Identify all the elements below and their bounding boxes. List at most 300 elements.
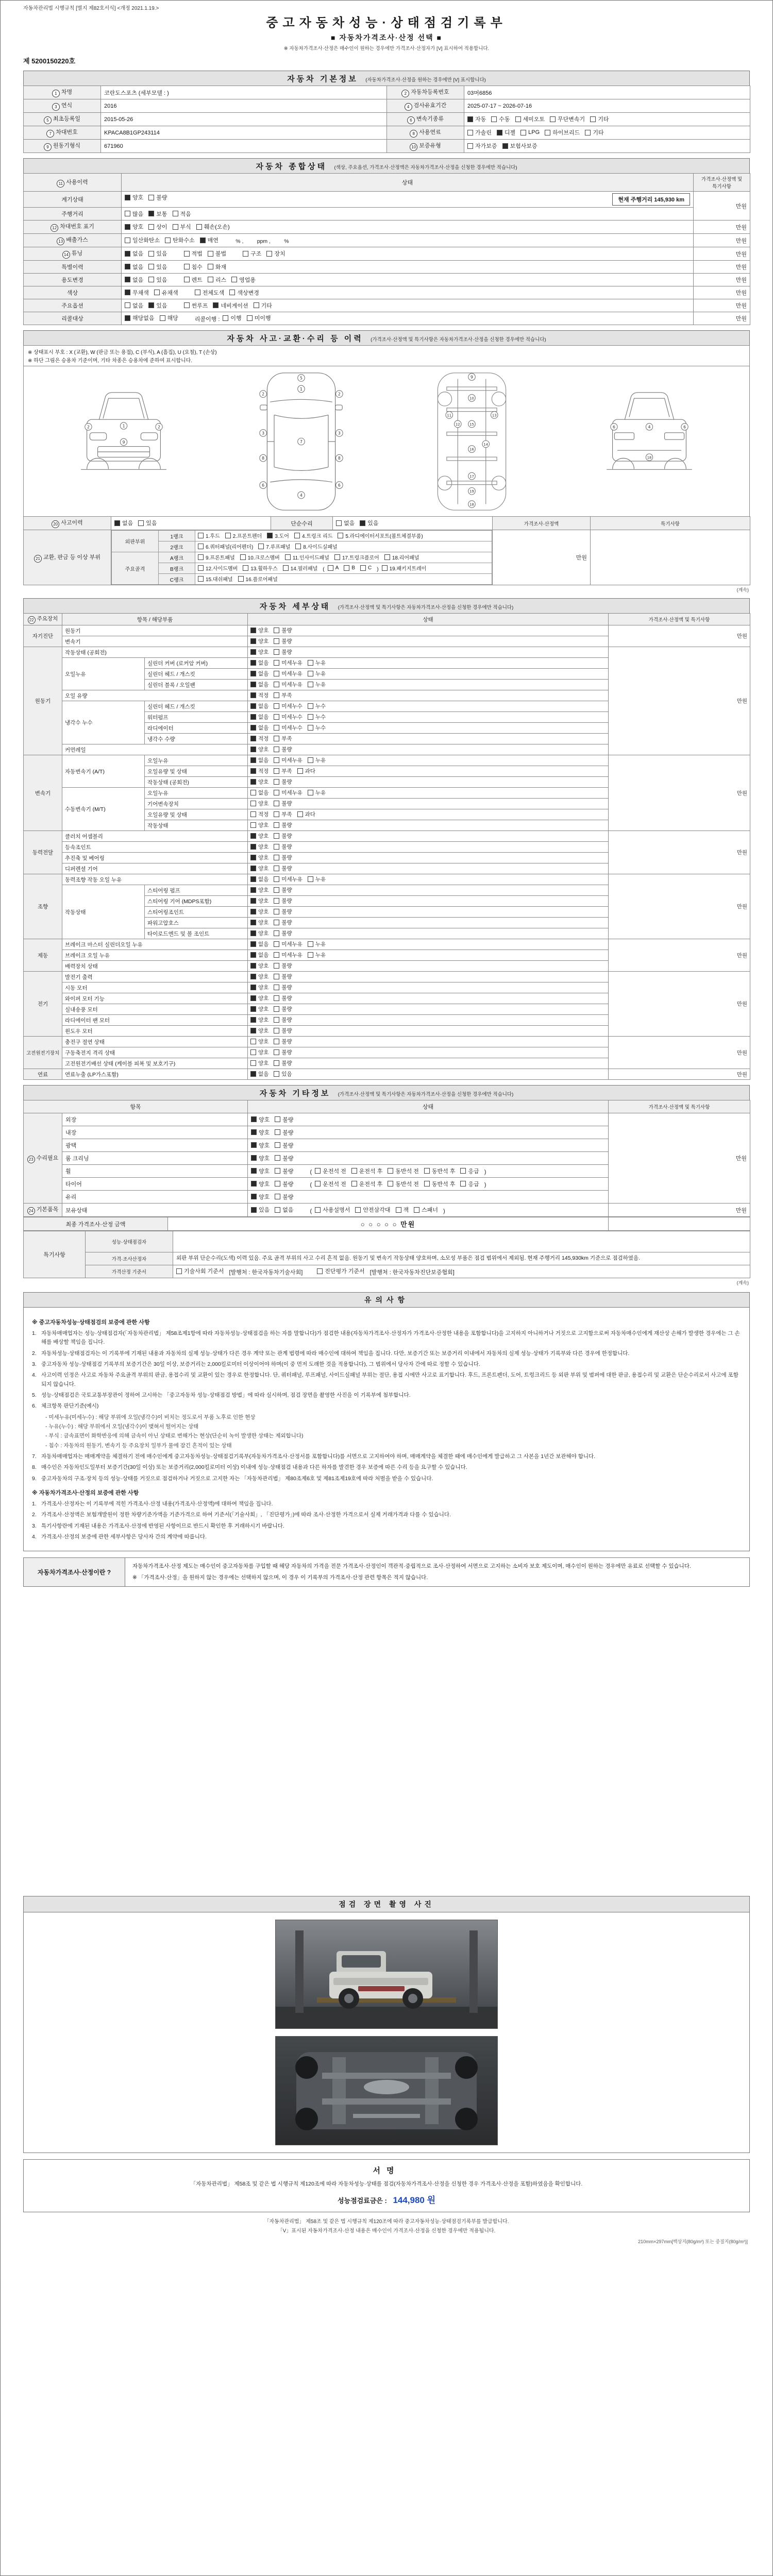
- checkbox-부족[interactable]: [274, 735, 292, 742]
- checkbox-진단평가 기준서[interactable]: [317, 1267, 364, 1275]
- checkbox-없음[interactable]: [250, 724, 268, 732]
- checkbox-누유[interactable]: [308, 875, 326, 883]
- circled-number: 20: [52, 520, 59, 528]
- checkbox-label: 수동: [499, 116, 510, 123]
- checkbox-불법[interactable]: [208, 249, 226, 258]
- checkbox-누유[interactable]: [308, 681, 326, 688]
- label-cell: [24, 234, 122, 247]
- checkbox-label: 8.사이드실패널: [303, 545, 338, 550]
- value-cell: [62, 636, 248, 647]
- checkbox-구조[interactable]: [243, 249, 261, 258]
- value-cell: [62, 647, 248, 658]
- checkbox-양호[interactable]: [250, 1038, 268, 1045]
- checkbox-있음[interactable]: [138, 519, 157, 527]
- checkbox-운전석 후[interactable]: [351, 1180, 383, 1188]
- checkbox-미세누유[interactable]: [274, 659, 303, 667]
- basic-info-table-mount: [23, 86, 750, 153]
- checkbox-양호[interactable]: [250, 626, 268, 634]
- checkbox-미세누유[interactable]: [274, 951, 303, 959]
- checkbox-과다[interactable]: [297, 767, 315, 775]
- section-overall-header: [23, 158, 750, 173]
- table-row: [24, 126, 750, 140]
- checkbox-보통[interactable]: [148, 210, 167, 218]
- checkbox-있음[interactable]: [148, 249, 167, 258]
- checkbox-불량[interactable]: [275, 1167, 293, 1175]
- title-block: [23, 12, 750, 52]
- checkbox-누수[interactable]: [308, 724, 326, 732]
- checkbox-label: 양호: [258, 1039, 269, 1045]
- checkbox-없음[interactable]: [250, 875, 268, 883]
- checkbox-label: 누유: [315, 660, 326, 666]
- checkbox-불량[interactable]: [274, 994, 292, 1002]
- label-cell: [24, 517, 111, 530]
- damage-code-legend-line1: ※ 상태표시 부호 : X (교환), W (판금 또는 용접), C (부식), A (흠집), U (요철), T (손상): [28, 350, 217, 355]
- checkbox-색상변경[interactable]: [229, 289, 259, 297]
- checkbox-label: 부족: [281, 692, 292, 699]
- checkbox-탄화수소[interactable]: [165, 236, 195, 244]
- field-value: 작동상태: [147, 822, 169, 829]
- checkbox-양호[interactable]: [250, 865, 268, 872]
- svg-text:13: 13: [492, 413, 497, 417]
- checkbox-무단변속기[interactable]: [550, 115, 585, 123]
- checkbox-box: [308, 703, 313, 709]
- notice-item-number: 1.: [32, 1500, 37, 1507]
- notice-item: [32, 1360, 741, 1369]
- checkbox-없음[interactable]: [250, 670, 268, 677]
- checkbox-응급[interactable]: [460, 1167, 479, 1175]
- checkbox-없음[interactable]: [250, 659, 268, 667]
- checkbox-불량[interactable]: [275, 1193, 293, 1201]
- value-cell: [101, 126, 387, 140]
- checkbox-양호[interactable]: [250, 929, 268, 937]
- checkbox-양호[interactable]: [251, 1115, 270, 1124]
- checkbox-적정[interactable]: [250, 810, 268, 818]
- checkbox-17.트렁크플로어[interactable]: [334, 553, 379, 561]
- checkbox-운전석 전[interactable]: [315, 1180, 346, 1188]
- checkbox-양호[interactable]: [251, 1141, 270, 1149]
- checkbox-13.휠하우스[interactable]: [243, 564, 278, 572]
- checkbox-label: 미세누유: [281, 671, 303, 677]
- field-label: 검사유효기간: [413, 103, 447, 109]
- checkbox-스패너[interactable]: [414, 1206, 438, 1214]
- checkbox-있음[interactable]: [274, 1070, 292, 1078]
- field-label: 주요장치: [37, 616, 58, 622]
- checkbox-box: [497, 130, 502, 135]
- checkbox-없음[interactable]: [336, 519, 355, 527]
- checkbox-불량[interactable]: [148, 193, 167, 201]
- checkbox-기타[interactable]: [590, 115, 609, 123]
- value-cell: [101, 113, 387, 126]
- damage-code-legend-line2: ※ 하단 그림은 승용차 기준이며, 기타 차종은 승용차에 준하여 표시합니다.: [28, 358, 193, 364]
- checkbox-없음[interactable]: [250, 681, 268, 688]
- checkbox-label: 양호: [259, 1194, 270, 1200]
- checkbox-있음[interactable]: [148, 263, 167, 271]
- checkbox-label: 6.쿼터패널(리어펜더): [206, 545, 254, 550]
- checkbox-없음[interactable]: [125, 249, 143, 258]
- checkbox-양호[interactable]: [251, 1128, 270, 1137]
- checkbox-불량[interactable]: [274, 821, 292, 829]
- checkbox-A[interactable]: [328, 565, 339, 571]
- checkbox-box: [283, 565, 289, 571]
- value-cell: [145, 928, 248, 939]
- circled-number: 6: [407, 116, 415, 124]
- value-cell: [248, 1165, 609, 1178]
- checkbox-디젤[interactable]: [497, 128, 515, 137]
- checkbox-침수[interactable]: [184, 263, 203, 271]
- value-cell: [464, 99, 750, 113]
- checkbox-양호[interactable]: [250, 897, 268, 905]
- checkbox-보험사보증[interactable]: [502, 142, 537, 150]
- checkbox-사용설명서[interactable]: [315, 1206, 350, 1214]
- checkbox-미세누유[interactable]: [274, 756, 303, 764]
- checkbox-적정[interactable]: [250, 735, 268, 742]
- checkbox-11.인사이드패널[interactable]: [285, 553, 329, 561]
- checkbox-이행[interactable]: [223, 314, 241, 322]
- checkbox-label: 적법: [191, 251, 203, 258]
- checkbox-불량[interactable]: [274, 832, 292, 840]
- checkbox-과다[interactable]: [297, 810, 315, 818]
- checkbox-없음[interactable]: [250, 940, 268, 948]
- value-cell: [248, 961, 609, 972]
- checkbox-양호[interactable]: [250, 962, 268, 970]
- checkbox-양호[interactable]: [250, 648, 268, 656]
- checkbox-미이행[interactable]: [247, 314, 271, 322]
- checkbox-장치[interactable]: [266, 249, 285, 258]
- checkbox-18.리어패널[interactable]: [384, 553, 419, 561]
- value-cell: [609, 874, 750, 939]
- inspection-fee-line: [24, 2193, 749, 2206]
- checkbox-불량[interactable]: [275, 1154, 293, 1162]
- checkbox-불량[interactable]: [274, 973, 292, 980]
- value-cell: [248, 701, 609, 712]
- checkbox-불량[interactable]: [275, 1141, 293, 1149]
- current-mileage-box: 현재 주행거리 145,930 km: [612, 193, 690, 206]
- checkbox-적정[interactable]: [250, 691, 268, 699]
- checkbox-없음[interactable]: [250, 951, 268, 959]
- checkbox-기타[interactable]: [254, 301, 272, 310]
- checkbox-적법[interactable]: [184, 249, 203, 258]
- field-value: 실린더 커버 (로커암 커버): [147, 660, 208, 667]
- checkbox-2.프론트펜더[interactable]: [225, 532, 262, 539]
- checkbox-양호[interactable]: [250, 821, 268, 829]
- checkbox-label: 불량: [281, 898, 292, 904]
- checkbox-자가보증[interactable]: [467, 142, 497, 150]
- checkbox-운전석 후[interactable]: [351, 1167, 383, 1175]
- checkbox-불량[interactable]: [274, 897, 292, 905]
- checkbox-없음[interactable]: [125, 276, 143, 284]
- checkbox-양호[interactable]: [250, 843, 268, 851]
- checkbox-해당[interactable]: [160, 314, 178, 322]
- checkbox-있음[interactable]: [148, 301, 167, 310]
- checkbox-자동[interactable]: [467, 115, 486, 123]
- checkbox-19.패키지트레이[interactable]: [382, 564, 427, 572]
- value-cell: [173, 1231, 750, 1252]
- checkbox-불량[interactable]: [274, 778, 292, 786]
- checkbox-가솔린[interactable]: [467, 128, 492, 137]
- checkbox-양호[interactable]: [250, 984, 268, 991]
- checkbox-누유[interactable]: [308, 789, 326, 796]
- checkbox-양호[interactable]: [250, 637, 268, 645]
- checkbox-양호[interactable]: [251, 1154, 270, 1162]
- checkbox-15.대쉬패널[interactable]: [198, 575, 233, 583]
- checkbox-양호[interactable]: [251, 1167, 270, 1175]
- checkbox-양호[interactable]: [251, 1180, 270, 1188]
- checkbox-box: [274, 725, 279, 731]
- checkbox-없음[interactable]: [250, 702, 268, 710]
- checkbox-응급[interactable]: [460, 1180, 479, 1188]
- checkbox-양호[interactable]: [125, 193, 143, 201]
- checkbox-양호[interactable]: [250, 832, 268, 840]
- checkbox-불량[interactable]: [274, 854, 292, 861]
- svg-text:2: 2: [338, 392, 341, 397]
- checkbox-누수[interactable]: [308, 702, 326, 710]
- checkbox-미세누수[interactable]: [274, 713, 303, 721]
- checkbox-없음[interactable]: [275, 1206, 293, 1214]
- checkbox-동반석 전[interactable]: [388, 1180, 419, 1188]
- checkbox-부족[interactable]: [274, 767, 292, 775]
- checkbox-불량[interactable]: [274, 1005, 292, 1013]
- checkbox-B[interactable]: [344, 565, 355, 571]
- checkbox-16.플로어패널[interactable]: [238, 575, 278, 583]
- checkbox-양호[interactable]: [250, 800, 268, 807]
- table-row: [24, 939, 750, 950]
- checkbox-없음[interactable]: [125, 301, 143, 310]
- checkbox-잭[interactable]: [396, 1206, 409, 1214]
- value-cell: [609, 1113, 750, 1204]
- checkbox-1.후드[interactable]: [198, 532, 220, 539]
- checkbox-수동[interactable]: [491, 115, 510, 123]
- checkbox-동반석 후[interactable]: [424, 1180, 456, 1188]
- checkbox-매연[interactable]: [200, 236, 219, 244]
- checkbox-상이[interactable]: [148, 223, 167, 231]
- checkbox-불량[interactable]: [275, 1180, 293, 1188]
- checkbox-렌트[interactable]: [184, 276, 203, 284]
- checkbox-양호[interactable]: [250, 1027, 268, 1035]
- checkbox-불량[interactable]: [274, 626, 292, 634]
- label-cell: [24, 99, 101, 113]
- value-cell: [464, 126, 750, 140]
- checkbox-하이브리드[interactable]: [545, 128, 580, 137]
- checkbox-C[interactable]: [360, 565, 372, 571]
- checkbox-없음[interactable]: [250, 789, 268, 796]
- checkbox-누유[interactable]: [308, 940, 326, 948]
- rank-label: 1랭크: [159, 531, 195, 541]
- checkbox-양호[interactable]: [250, 778, 268, 786]
- checkbox-전체도색[interactable]: [195, 289, 225, 297]
- label-cell: [62, 614, 248, 625]
- checkbox-양호[interactable]: [250, 854, 268, 861]
- checkbox-9.프론트패널[interactable]: [198, 553, 235, 561]
- checkbox-있음[interactable]: [360, 519, 378, 527]
- checkbox-양호[interactable]: [250, 1005, 268, 1013]
- checkbox-3.도어[interactable]: [267, 532, 289, 539]
- field-label: 가격산정 기준서: [112, 1269, 146, 1275]
- checkbox-box: [317, 1268, 323, 1274]
- checkbox-썬루프[interactable]: [184, 301, 208, 310]
- checkbox-누유[interactable]: [308, 659, 326, 667]
- checkbox-있음[interactable]: [148, 276, 167, 284]
- checkbox-label: 양호: [258, 1049, 269, 1056]
- checkbox-미세누유[interactable]: [274, 940, 303, 948]
- checkbox-세미오토[interactable]: [515, 115, 545, 123]
- checkbox-8.사이드실패널[interactable]: [295, 543, 337, 550]
- checkbox-많음[interactable]: [125, 210, 143, 218]
- checkbox-label: 렌트: [191, 277, 203, 283]
- checkbox-불량[interactable]: [274, 908, 292, 916]
- checkbox-양호[interactable]: [251, 1193, 270, 1201]
- checkbox-양호[interactable]: [250, 1016, 268, 1024]
- checkbox-동반석 전[interactable]: [388, 1167, 419, 1175]
- checkbox-양호[interactable]: [250, 994, 268, 1002]
- checkbox-기타[interactable]: [585, 128, 603, 137]
- checkbox-불량[interactable]: [274, 648, 292, 656]
- checkbox-label: 양호: [258, 963, 269, 969]
- label-cell: [24, 614, 62, 625]
- field-value: 자동변속기 (A/T): [65, 768, 105, 775]
- checkbox-누유[interactable]: [308, 756, 326, 764]
- checkbox-양호[interactable]: [250, 973, 268, 980]
- checkbox-누유[interactable]: [308, 670, 326, 677]
- checkbox-box: [250, 649, 256, 655]
- checkbox-양호[interactable]: [250, 1048, 268, 1056]
- checkbox-미세누유[interactable]: [274, 875, 303, 883]
- checkbox-양호[interactable]: [250, 886, 268, 894]
- section-accident-history: [23, 330, 750, 593]
- value-cell: [122, 192, 694, 208]
- checkbox-양호[interactable]: [250, 908, 268, 916]
- checkbox-불량[interactable]: [275, 1115, 293, 1124]
- checkbox-box: [250, 833, 256, 839]
- checkbox-훼손(오손)[interactable]: [196, 223, 230, 231]
- checkbox-7.루프패널[interactable]: [258, 543, 290, 550]
- checkbox-box: [545, 130, 550, 135]
- checkbox-없음[interactable]: [250, 713, 268, 721]
- checkbox-누수[interactable]: [308, 713, 326, 721]
- checkbox-4.트렁크 리드[interactable]: [294, 532, 332, 539]
- checkbox-미세누수[interactable]: [274, 724, 303, 732]
- checkbox-box: [251, 1168, 257, 1174]
- checkbox-10.크로스멤버[interactable]: [240, 553, 280, 561]
- checkbox-label: 불량: [281, 649, 292, 655]
- checkbox-미세누유[interactable]: [274, 789, 303, 796]
- checkbox-안전삼각대[interactable]: [355, 1206, 390, 1214]
- field-value: 만원: [735, 251, 747, 258]
- checkbox-12.사이드멤버[interactable]: [198, 564, 238, 572]
- field-value: 타이어: [65, 1181, 82, 1188]
- checkbox-불량[interactable]: [274, 886, 292, 894]
- checkbox-box: [274, 1071, 279, 1077]
- checkbox-box: [176, 1268, 182, 1274]
- checkbox-네비게이션[interactable]: [213, 301, 248, 310]
- checkbox-불량[interactable]: [274, 1059, 292, 1067]
- checkbox-6.쿼터패널(리어펜더)[interactable]: [198, 543, 253, 550]
- checkbox-불량[interactable]: [274, 1048, 292, 1056]
- checkbox-불량[interactable]: [274, 962, 292, 970]
- photo-undercarriage-art: [276, 2037, 497, 2145]
- checkbox-label: 부족: [281, 768, 292, 774]
- checkbox-label: 9.프론트패널: [206, 555, 235, 561]
- field-label: 용도변경: [61, 277, 83, 283]
- field-value: 스티어링조인트: [147, 909, 184, 916]
- section-basic-title: 자동차 기본정보: [287, 75, 358, 83]
- checkbox-없음[interactable]: [114, 519, 133, 527]
- value-cell: [248, 1004, 609, 1015]
- checkbox-양호[interactable]: [250, 745, 268, 753]
- checkbox-미세누유[interactable]: [274, 670, 303, 677]
- checkbox-불량[interactable]: [274, 865, 292, 872]
- checkbox-부족[interactable]: [274, 810, 292, 818]
- checkbox-유채색[interactable]: [154, 289, 178, 297]
- checkbox-14.필러패널[interactable]: [283, 564, 318, 572]
- checkbox-label: 리스: [215, 277, 227, 283]
- checkbox-불량[interactable]: [274, 1038, 292, 1045]
- checkbox-화재[interactable]: [208, 263, 226, 271]
- checkbox-적정[interactable]: [250, 767, 268, 775]
- field-label: 조향: [37, 904, 48, 910]
- label-cell: [24, 86, 101, 99]
- checkbox-불량[interactable]: [275, 1128, 293, 1137]
- checkbox-부식[interactable]: [173, 223, 191, 231]
- checkbox-양호[interactable]: [250, 919, 268, 926]
- field-value: 만원: [736, 633, 747, 639]
- checkbox-적음[interactable]: [173, 210, 191, 218]
- checkbox-불량[interactable]: [274, 843, 292, 851]
- checkbox-양호[interactable]: [250, 1059, 268, 1067]
- checkbox-있음[interactable]: [251, 1206, 270, 1214]
- checkbox-해당없음[interactable]: [125, 314, 155, 322]
- inspection-photo-lift: [275, 1920, 498, 2029]
- checkbox-불량[interactable]: [274, 745, 292, 753]
- checkbox-불량[interactable]: [274, 637, 292, 645]
- checkbox-label: 보통: [156, 211, 167, 217]
- checkbox-5.라디에이터서포트(볼트체결부품)[interactable]: [338, 532, 423, 539]
- checkbox-label: 과다: [305, 811, 315, 818]
- checkbox-미세누유[interactable]: [274, 681, 303, 688]
- checkbox-동반석 후[interactable]: [424, 1167, 456, 1175]
- checkbox-미세누수[interactable]: [274, 702, 303, 710]
- checkbox-없음[interactable]: [250, 756, 268, 764]
- checkbox-리스[interactable]: [208, 276, 226, 284]
- checkbox-없음[interactable]: [250, 1070, 268, 1078]
- value-cell: [101, 140, 387, 153]
- checkbox-box: [467, 143, 473, 149]
- checkbox-불량[interactable]: [274, 929, 292, 937]
- checkbox-누유[interactable]: [308, 951, 326, 959]
- checkbox-무채색[interactable]: [125, 289, 149, 297]
- value-cell: [248, 625, 609, 636]
- checkbox-없음[interactable]: [125, 263, 143, 271]
- checkbox-부족[interactable]: [274, 691, 292, 699]
- checkbox-label: 없음: [282, 1207, 294, 1214]
- checkbox-LPG[interactable]: [520, 129, 540, 135]
- checkbox-일산화탄소[interactable]: [125, 236, 160, 244]
- field-label: 성능·상태점검자: [111, 1240, 147, 1245]
- checkbox-영업용[interactable]: [231, 276, 256, 284]
- option-text: [발행처 : 한국자동차기술사회]: [229, 1269, 303, 1276]
- checkbox-불량[interactable]: [274, 1027, 292, 1035]
- checkbox-불량[interactable]: [274, 800, 292, 807]
- checkbox-불량[interactable]: [274, 919, 292, 926]
- checkbox-운전석 전[interactable]: [315, 1167, 346, 1175]
- checkbox-양호[interactable]: [125, 223, 143, 231]
- checkbox-불량[interactable]: [274, 984, 292, 991]
- checkbox-box: [251, 1155, 257, 1161]
- checkbox-불량[interactable]: [274, 1016, 292, 1024]
- field-value: 등속조인트: [65, 844, 91, 851]
- checkbox-label: 16.플로어패널: [245, 577, 278, 583]
- checkbox-기술사회 기준서[interactable]: [176, 1267, 224, 1275]
- checkbox-box: [250, 638, 256, 644]
